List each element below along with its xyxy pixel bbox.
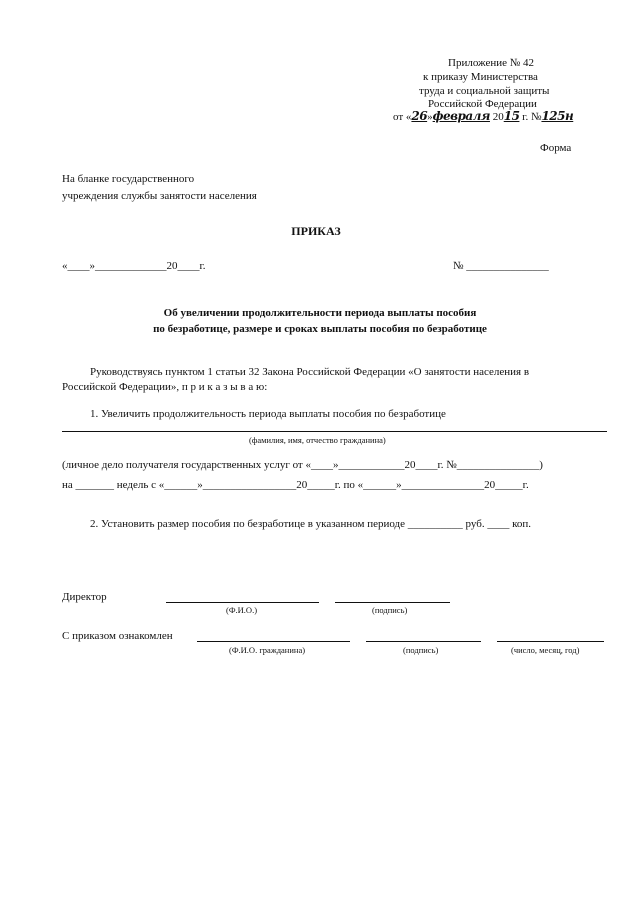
page-title xyxy=(0,224,640,238)
date-suffix: г. № xyxy=(522,111,542,123)
preamble-line-1: Руководствуясь пунктом 1 статьи 32 Закона Российской Федерации «О занятости населения в xyxy=(90,366,530,378)
acquainted-label: С приказом ознакомлен xyxy=(62,630,173,642)
appendix-line-2: к приказу Министерства xyxy=(423,71,538,83)
heading-line-1: Об увеличении продолжительности периода выплаты пособия xyxy=(163,307,477,319)
date-year: 15 xyxy=(503,109,520,123)
director-sign-caption: (подпись) xyxy=(372,605,408,615)
form-label: Форма xyxy=(540,142,572,154)
date-prefix: от « xyxy=(393,111,412,123)
appendix-line-3: труда и социальной защиты xyxy=(419,85,550,97)
order-number-field: № _______________ xyxy=(453,260,549,272)
acquainted-sign-caption: (подпись) xyxy=(403,645,439,655)
personal-file-line: (личное дело получателя государственных услуг от «____»____________20____г. №_______________) xyxy=(62,459,543,471)
acquainted-fio-line xyxy=(197,641,350,642)
order-date-field: «____»_____________20____г. xyxy=(62,260,206,272)
acquainted-fio-caption: (Ф.И.О. гражданина) xyxy=(229,645,306,655)
letterhead-line-2: учреждения службы занятости населения xyxy=(62,190,257,202)
date-sep: » xyxy=(427,111,433,123)
director-fio-line xyxy=(166,602,319,603)
director-fio-caption: (Ф.И.О.) xyxy=(226,605,258,615)
date-month: февраля xyxy=(432,109,490,123)
period-line: на _______ недель с «______»_________________20_____г. по «______»_______________20_____г. xyxy=(62,479,529,491)
date-number: 125н xyxy=(541,109,574,123)
preamble-line-2: Российской Федерации», п р и к а з ы в а ю: xyxy=(62,381,268,393)
doc-title: ПРИКАЗ xyxy=(291,224,341,238)
acquainted-date-caption: (число, месяц, год) xyxy=(511,645,580,655)
fio-line xyxy=(62,431,607,432)
item-2: 2. Установить размер пособия по безработице в указанном периоде __________ руб. ____ коп. xyxy=(90,518,532,530)
letterhead-line-1: На бланке государственного xyxy=(62,173,195,185)
heading-line-2: по безработице, размере и сроках выплаты пособия по безработице xyxy=(153,323,487,335)
appendix-line-1: Приложение № 42 xyxy=(448,57,535,69)
item-1: 1. Увеличить продолжительность периода выплаты пособия по безработице xyxy=(90,408,446,420)
date-year-prefix: 20 xyxy=(492,111,504,123)
acquainted-sign-line xyxy=(366,641,481,642)
fio-caption: (фамилия, имя, отчество гражданина) xyxy=(249,435,386,445)
appendix-date xyxy=(393,109,573,124)
acquainted-date-line xyxy=(497,641,604,642)
director-label: Директор xyxy=(62,591,107,603)
date-day: 26 xyxy=(411,109,428,123)
appendix-line-4: Российской Федерации xyxy=(428,98,537,110)
director-sign-line xyxy=(335,602,450,603)
